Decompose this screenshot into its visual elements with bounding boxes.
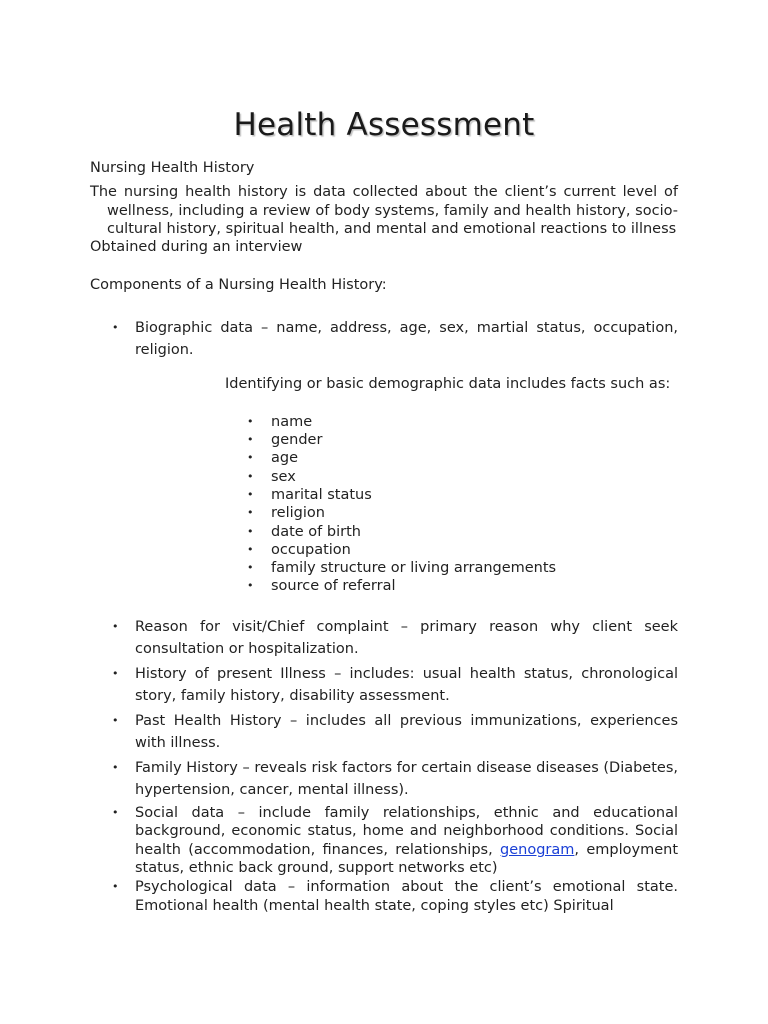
list-item-psychological-data bbox=[90, 878, 678, 915]
bullet-icon: • bbox=[112, 666, 119, 680]
list-item-biographic bbox=[90, 317, 678, 596]
demographic-item bbox=[135, 504, 678, 522]
demographic-item-text: family structure or living arrangements bbox=[271, 560, 557, 577]
demographic-item bbox=[135, 413, 678, 431]
list-item-reason bbox=[90, 616, 678, 660]
list-item-text: Past Health History – includes all previous immunizations, experiences with illness. bbox=[135, 712, 678, 751]
bullet-icon: • bbox=[247, 414, 254, 428]
bullet-icon: • bbox=[247, 469, 254, 483]
bullet-icon: • bbox=[112, 713, 119, 727]
bullet-icon: • bbox=[112, 320, 119, 334]
bullet-icon: • bbox=[112, 880, 119, 894]
demographic-item-text: age bbox=[271, 450, 299, 467]
list-item-text: Family History – reveals risk factors for certain disease diseases (Diabetes, hypertension, cancer, mental illness). bbox=[135, 759, 678, 798]
list-item-text: Psychological data – information about the client’s emotional state. Emotional health (mental health state, coping styles etc) Spiritual bbox=[135, 879, 678, 914]
section-title: Nursing Health History bbox=[90, 160, 255, 176]
demographic-item-text: religion bbox=[271, 505, 325, 522]
demographic-item bbox=[135, 449, 678, 467]
demographic-item bbox=[135, 559, 678, 577]
obtained-line: Obtained during an interview bbox=[90, 239, 303, 256]
demographic-item-text: gender bbox=[271, 432, 323, 449]
bullet-icon: • bbox=[112, 760, 119, 774]
social-text-before: Social data – include family relationships, ethnic and educational background, economic status, home and neighborhood conditions. Social health (accommodation, finances, relationships, bbox=[135, 804, 678, 858]
demographic-item bbox=[135, 468, 678, 486]
bullet-icon: • bbox=[247, 561, 254, 575]
bullet-icon: • bbox=[247, 451, 254, 465]
bullet-icon: • bbox=[112, 805, 119, 819]
bullet-icon: • bbox=[112, 619, 119, 633]
list-item-text: History of present Illness – includes: usual health status, chronological story, family history, disability assessment. bbox=[135, 665, 678, 704]
demographic-item-text: name bbox=[271, 413, 313, 430]
components-list bbox=[90, 317, 678, 915]
demographic-item bbox=[135, 577, 678, 595]
bullet-icon: • bbox=[247, 542, 254, 556]
bullet-icon: • bbox=[247, 433, 254, 447]
list-item-text: Reason for visit/Chief complaint – primary reason why client seek consultation or hospitalization. bbox=[135, 618, 678, 657]
demographic-list bbox=[135, 413, 678, 596]
list-item-present-illness bbox=[90, 663, 678, 707]
bullet-icon: • bbox=[247, 487, 254, 501]
bullet-icon: • bbox=[247, 579, 254, 593]
list-item-family-history bbox=[90, 757, 678, 801]
demographic-item-text: occupation bbox=[271, 541, 351, 558]
components-heading: Components of a Nursing Health History: bbox=[90, 277, 387, 294]
demographic-item-text: source of referral bbox=[271, 578, 396, 595]
demographic-item bbox=[135, 486, 678, 504]
definition-paragraph: The nursing health history is data collected about the client’s current level of wellness, including a review of body systems, family and health history, socio-cultural history, spiritual health, and mental and emotional reactions to illness bbox=[90, 184, 678, 237]
demographic-item bbox=[135, 431, 678, 449]
document-page bbox=[90, 105, 678, 916]
list-item-text: Biographic data – name, address, age, sex, martial status, occupation, religion. bbox=[135, 319, 678, 358]
demographic-item-text: sex bbox=[271, 468, 296, 485]
list-item-social-data bbox=[90, 804, 678, 878]
demographic-item-text: date of birth bbox=[271, 523, 361, 540]
demographic-item bbox=[135, 541, 678, 559]
social-text-after: , employment status, ethnic back ground, support networks etc) bbox=[135, 841, 678, 876]
bullet-icon: • bbox=[247, 506, 254, 520]
document-title: Health Assessment bbox=[233, 107, 535, 143]
demographic-intro: Identifying or basic demographic data includes facts such as: bbox=[225, 375, 671, 392]
list-item-past-history bbox=[90, 710, 678, 754]
bullet-icon: • bbox=[247, 524, 254, 538]
demographic-item bbox=[135, 523, 678, 541]
demographic-item-text: marital status bbox=[271, 486, 372, 503]
genogram-link[interactable]: genogram bbox=[500, 841, 575, 858]
